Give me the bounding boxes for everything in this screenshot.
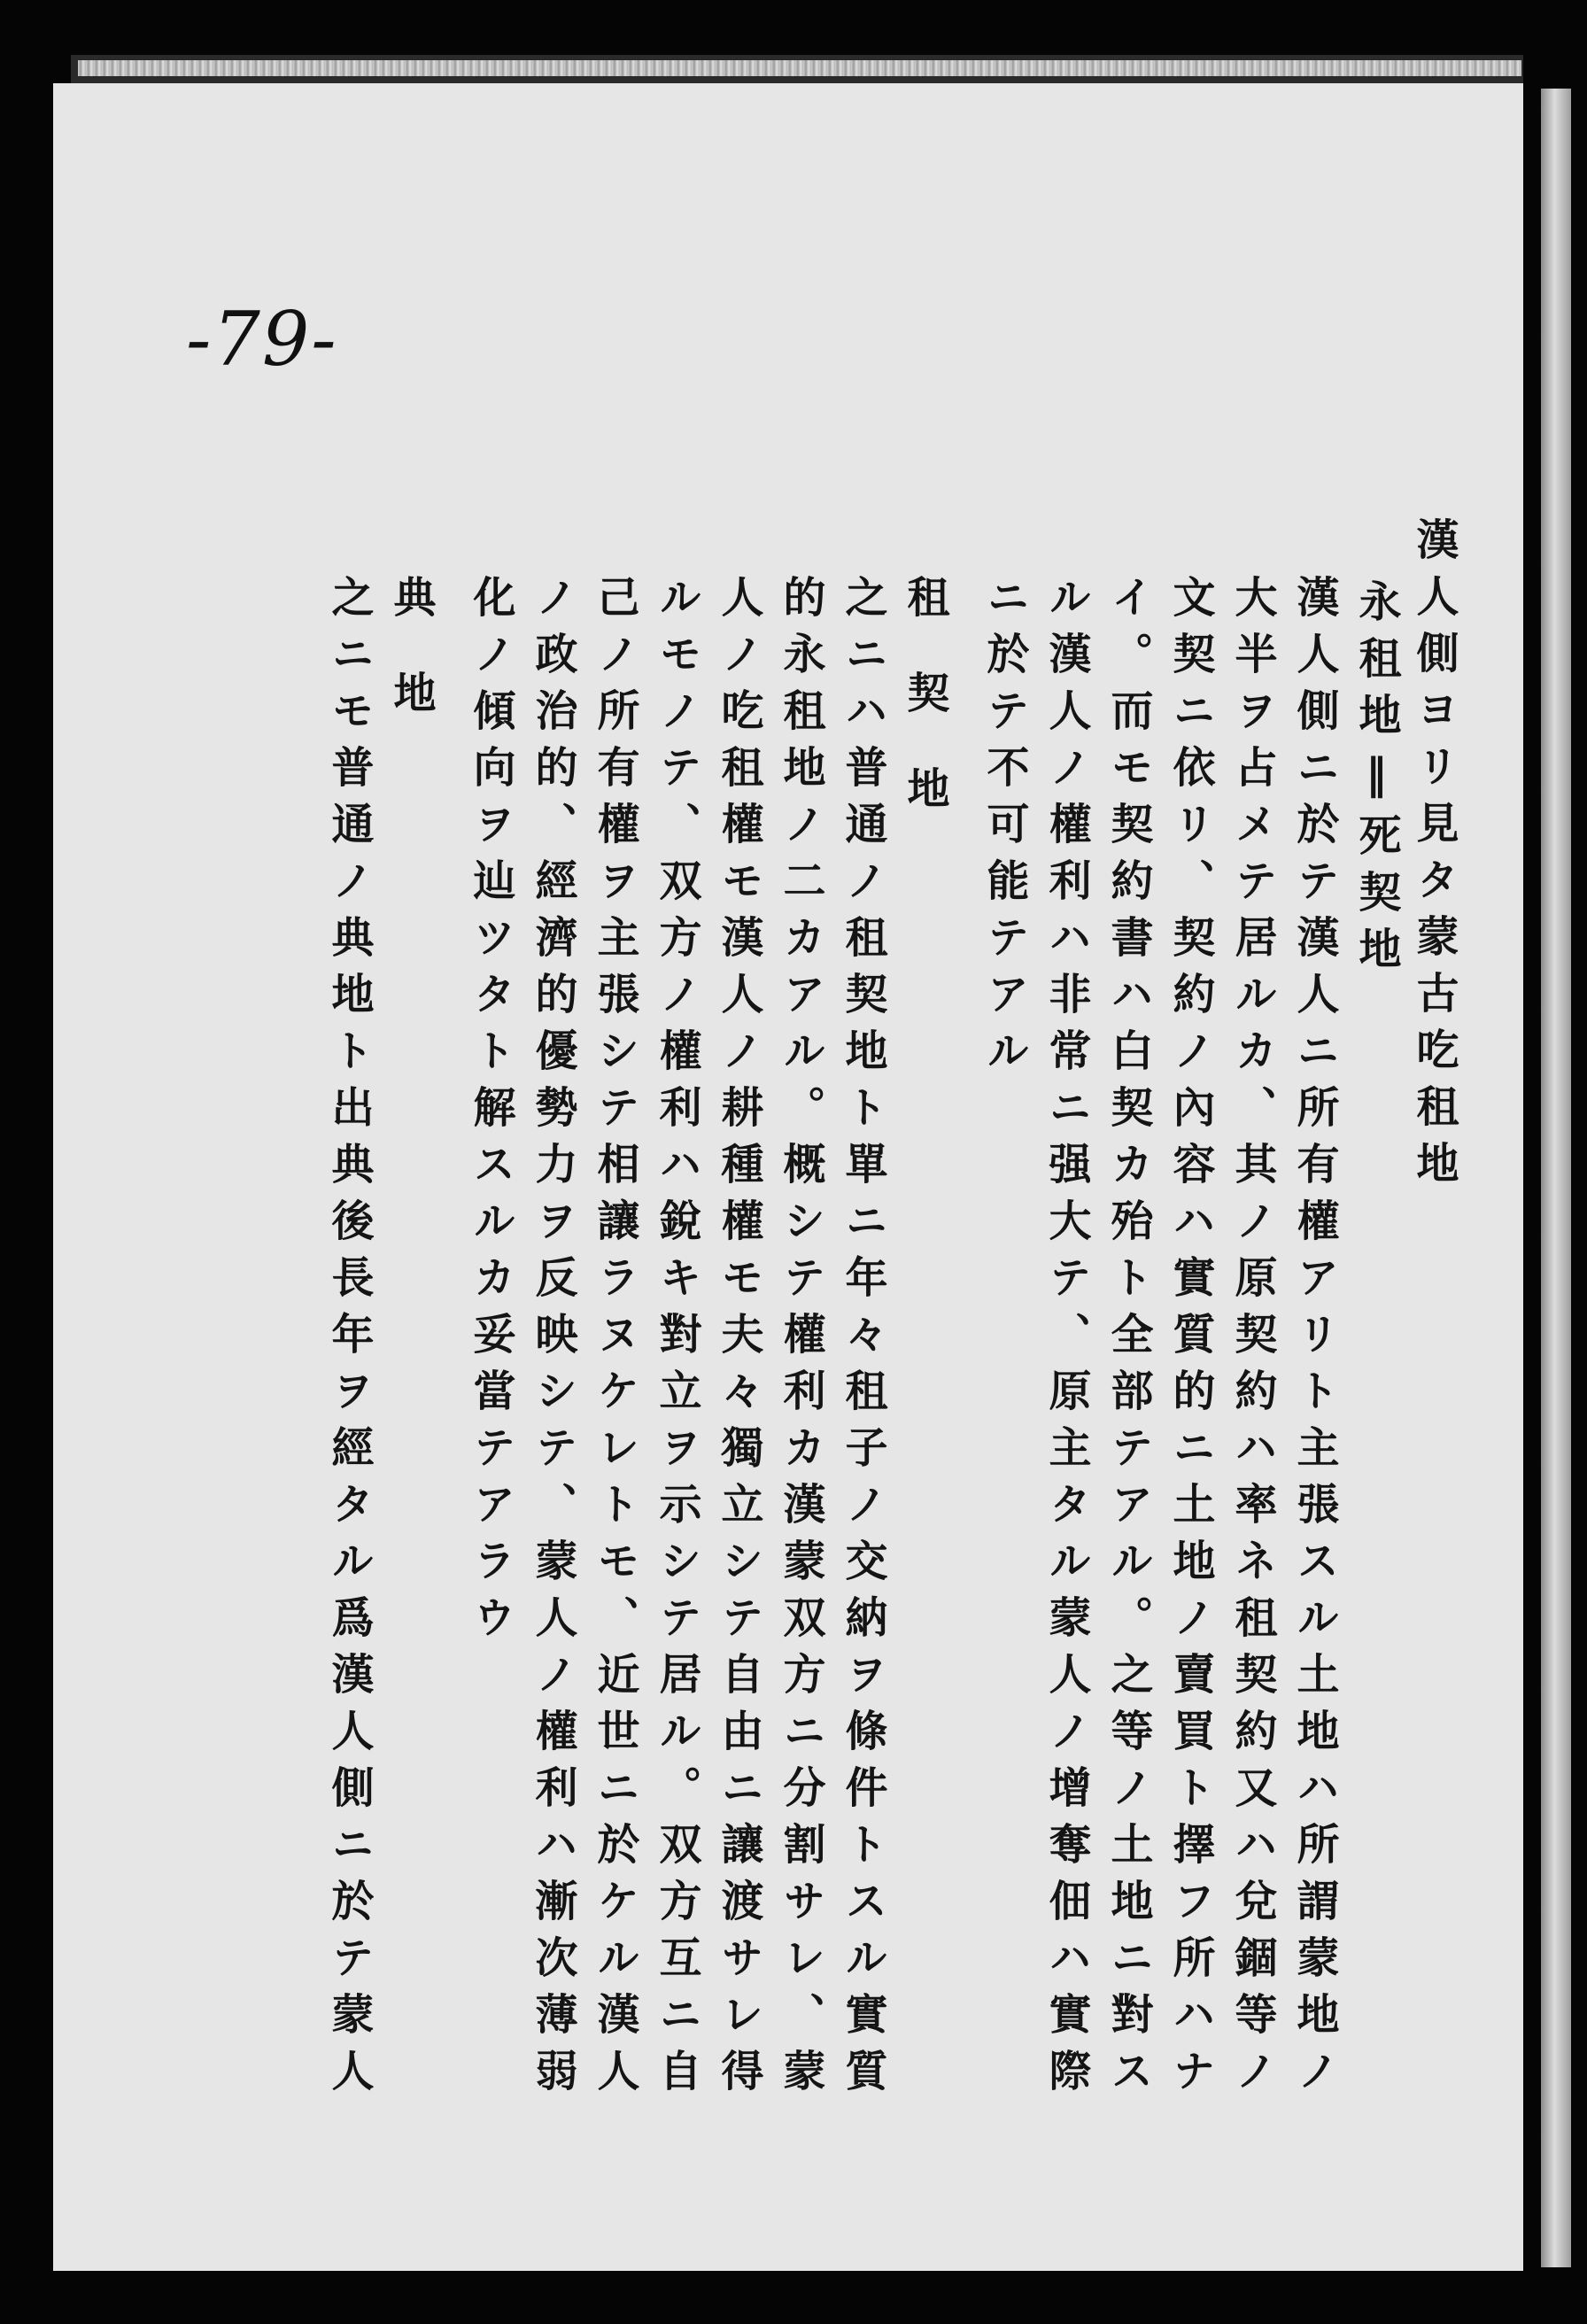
text-column: 之ニモ普通ノ典地ト出典後長年ヲ經タル爲漢人側ニ於テ蒙人 [324,575,374,2105]
adjacent-page-edge [1541,89,1571,2267]
text-column: 人ノ吃租權モ漢人ノ耕種權モ夫々獨立シテ自由ニ讓渡サレ得 [714,575,763,2105]
heading-text-column: 漢人側ヨリ見タ蒙古吃租地 [1409,517,1459,1197]
page-top-edge [78,60,1521,76]
text-column: 之ニハ普通ノ租契地ト單ニ年々租子ノ交納ヲ條件トスル實質 [838,575,887,2105]
text-column: ル漢人ノ權利ハ非常ニ强大テ、原主タル蒙人ノ增奪佃ハ實際 [1041,575,1091,2105]
text-column: 己ノ所有權ヲ主張シテ相讓ラヌケレトモ、近世ニ於ケル漢人 [590,575,639,2105]
text-column: 漢人側ニ於テ漢人ニ所有權アリト主張スル土地ハ所謂蒙地ノ [1289,575,1339,2105]
subheading-text-column: 永租地‖死契地 [1351,579,1401,983]
text-column: ルモノテ、双方ノ權利ハ銳キ對立ヲ示シテ居ル。双方互ニ自 [652,575,701,2105]
text-column: イ。而モ契約書ハ白契カ殆ト全部テアル。之等ノ土地ニ對ス [1103,575,1153,2105]
text-column: 化ノ傾向ヲ辿ツタト解スルカ妥當テアラウ [466,575,515,1652]
text-column: 文契ニ依リ、契約ノ內容ハ實質的ニ土地ノ賣買ト擇フ所ハナ [1165,575,1215,2105]
text-column: 大半ヲ占メテ居ルカ、其ノ原契約ハ率ネ租契約又ハ兌錮等ノ [1227,575,1277,2105]
text-column: ニ於テ不可能テアル [979,575,1029,1085]
text-column: ノ政治的、經濟的優勢力ヲ反映シテ、蒙人ノ權利ハ漸次薄弱 [528,575,577,2105]
text-column: 的永租地ノ二カアル。概シテ權利カ漢蒙双方ニ分割サレ、蒙 [776,575,825,2105]
document-page [53,83,1523,2271]
section-heading-column: 典地 [386,575,436,766]
page-number: -79- [186,296,338,383]
section-heading-column: 租契地 [900,575,949,862]
